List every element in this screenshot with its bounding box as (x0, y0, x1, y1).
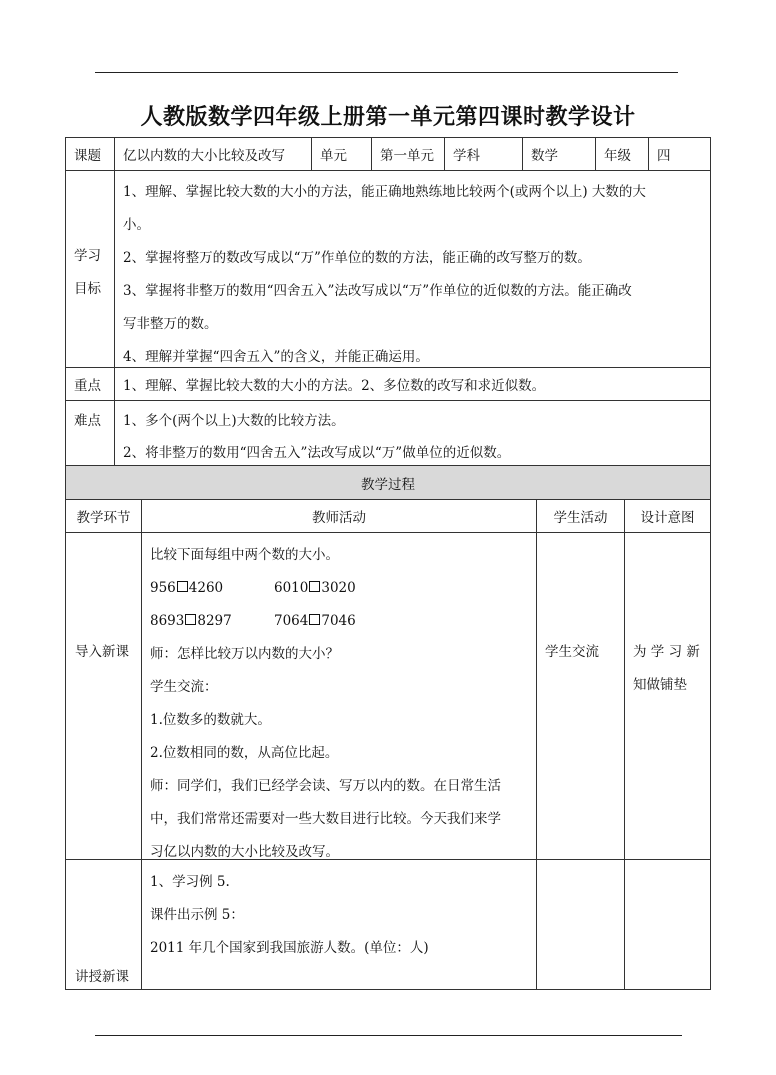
difficulty-line: 1、多个(两个以上)大数的比较方法。 (123, 413, 345, 429)
intro-stage-cell (65, 532, 142, 860)
keypoints-label-cell (65, 367, 115, 401)
keypoints-text: 1、理解、掌握比较大数的大小的方法。2、多位数的改写和求近似数。 (123, 378, 546, 394)
keypoints-content-cell (114, 367, 711, 401)
col-intent-header (624, 499, 711, 533)
grade-label-cell (595, 137, 649, 171)
intro-stage-label: 导入新课 (75, 644, 129, 660)
objective-line: 写非整万的数。 (123, 316, 218, 332)
blank-square-icon (309, 581, 320, 592)
intro-line: 中，我们常常还需要对一些大数目进行比较。今天我们来学 (150, 811, 501, 827)
objective-line: 2、掌握将整万的数改写成以“万”作单位的数的方法，能正确的改写整万的数。 (123, 250, 591, 266)
objectives-content-cell (114, 170, 711, 368)
intro-intent-line2: 知做铺垫 (633, 677, 687, 693)
compare-pair: 6010 3020 (274, 580, 356, 596)
subject-label-cell (444, 137, 523, 171)
blank-square-icon (177, 581, 188, 592)
grade-label: 年级 (604, 148, 631, 164)
intro-line: 学生交流： (150, 679, 218, 695)
difficulties-label: 难点 (74, 413, 101, 429)
subject-value: 数学 (531, 148, 558, 164)
col-intent-label: 设计意图 (640, 510, 695, 526)
objective-line: 1、理解、掌握比较大数的大小的方法，能正确地熟练地比较两个(或两个以上) 大数的大 (123, 184, 646, 200)
col-student-label: 学生活动 (553, 510, 608, 526)
teach-line: 2011 年几个国家到我国旅游人数。(单位：人) (150, 940, 429, 956)
compare-row (150, 605, 528, 638)
difficulties-label-cell (65, 400, 115, 466)
grade-value-cell (648, 137, 711, 171)
objectives-label-line2: 目标 (74, 281, 101, 297)
objectives-label-cell (65, 170, 115, 368)
intro-line: 2.位数相同的数，从高位比起。 (150, 745, 339, 761)
keypoints-label: 重点 (74, 378, 101, 394)
compare-pair: 956 4260 (150, 580, 224, 596)
unit-value: 第一单元 (380, 148, 434, 164)
unit-label-cell (311, 137, 372, 171)
unit-label: 单元 (320, 148, 347, 164)
blank-square-icon (309, 614, 320, 625)
intro-line: 师：同学们，我们已经学会读、写万以内的数。在日常生活 (150, 778, 501, 794)
objectives-label-line1: 学习 (74, 248, 101, 264)
col-teacher-header (141, 499, 537, 533)
course-value: 亿以内数的大小比较及改写 (123, 148, 285, 164)
process-section-header (65, 465, 711, 500)
unit-value-cell (371, 137, 445, 171)
compare-pair: 7064 7046 (274, 613, 356, 629)
objective-line: 4、理解并掌握“四舍五入”的含义，并能正确运用。 (123, 349, 429, 365)
col-student-header (536, 499, 625, 533)
intro-line: 比较下面每组中两个数的大小。 (150, 547, 339, 563)
intro-line: 习亿以内数的大小比较及改写。 (150, 844, 339, 860)
intro-teacher-cell (141, 532, 537, 860)
page-title: 人教版数学四年级上册第一单元第四课时教学设计 (140, 105, 636, 130)
intro-line: 1.位数多的数就大。 (150, 712, 271, 728)
compare-pair: 8693 8297 (150, 613, 232, 629)
course-label: 课题 (74, 148, 101, 164)
intro-intent-line1: 为 学 习 新 (633, 644, 700, 660)
subject-value-cell (522, 137, 596, 171)
teach-teacher-cell (141, 859, 537, 990)
intro-student-cell (536, 532, 625, 860)
compare-row (150, 572, 528, 605)
objective-line: 3、掌握将非整万的数用“四舍五入”法改写成以“万”作单位的近似数的方法。能正确改 (123, 283, 632, 299)
process-section-title: 教学过程 (361, 476, 415, 493)
teach-line: 1、学习例 5. (150, 874, 230, 890)
blank-square-icon (185, 614, 196, 625)
teach-stage-label: 讲授新课 (75, 969, 129, 985)
col-teacher-label: 教师活动 (312, 510, 366, 526)
bottom-rule (95, 1035, 682, 1036)
course-value-cell (114, 137, 312, 171)
course-label-cell (65, 137, 115, 171)
top-rule (95, 72, 678, 73)
teach-student-cell (536, 859, 625, 990)
teach-stage-cell (65, 859, 142, 990)
teach-intent-cell (624, 859, 711, 990)
difficulties-content-cell (114, 400, 711, 466)
difficulty-line: 2、将非整万的数用“四舍五入”法改写成以“万”做单位的近似数。 (123, 445, 511, 461)
objective-line: 小。 (123, 217, 150, 233)
intro-student-text: 学生交流 (545, 644, 599, 660)
intro-line: 师：怎样比较万以内数的大小？ (150, 646, 339, 662)
grade-value: 四 (657, 148, 671, 164)
col-stage-header (65, 499, 142, 533)
subject-label: 学科 (453, 148, 480, 164)
intro-intent-cell (624, 532, 711, 860)
teach-line: 课件出示例 5： (150, 907, 244, 923)
col-stage-label: 教学环节 (76, 510, 131, 526)
